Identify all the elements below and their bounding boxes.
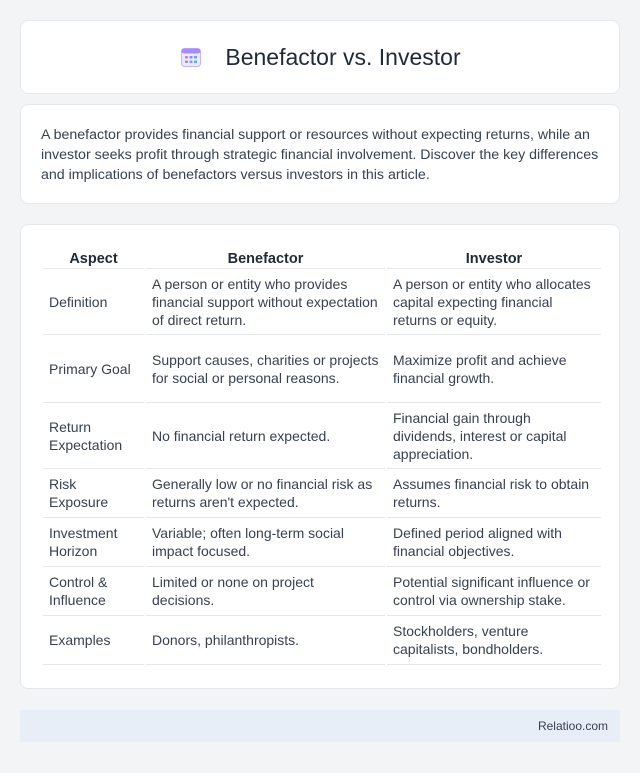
table-row [43, 335, 601, 403]
header-investor: Investor [387, 245, 601, 269]
cell-investor: Financial gain through dividends, interest or capital appreciation. [387, 403, 601, 469]
cell-investor: A person or entity who allocates capital expecting financial returns or equity. [387, 269, 601, 335]
intro-card [20, 104, 620, 204]
table-row [43, 518, 601, 567]
table-card [20, 224, 620, 689]
cell-aspect: Return Expectation [43, 403, 144, 469]
table-row [43, 269, 601, 335]
footer-brand[interactable]: Relatioo.com [537, 719, 608, 733]
cell-benefactor: Donors, philanthropists. [146, 616, 385, 665]
table-row [43, 616, 601, 665]
cell-aspect: Primary Goal [43, 335, 144, 403]
comparison-table [41, 245, 603, 665]
cell-investor: Maximize profit and achieve financial growth. [387, 335, 601, 403]
cell-benefactor: Support causes, charities or projects for social or personal reasons. [146, 335, 385, 403]
footer [20, 710, 620, 742]
table-header-row [43, 245, 601, 269]
title-wrap [179, 44, 460, 71]
cell-benefactor: A person or entity who provides financial support without expectation of direct return. [146, 269, 385, 335]
table-row [43, 403, 601, 469]
cell-investor: Stockholders, venture capitalists, bondholders. [387, 616, 601, 665]
header-benefactor: Benefactor [146, 245, 385, 269]
cell-aspect: Control & Influence [43, 567, 144, 616]
cell-benefactor: Limited or none on project decisions. [146, 567, 385, 616]
cell-investor: Assumes financial risk to obtain returns. [387, 469, 601, 518]
intro-text: A benefactor provides financial support or resources without expecting returns, while an investor seeks profit through strategic financial involvement. Discover the key differences and implications of benefactors versus investors in this article. [41, 127, 599, 183]
table-row [43, 469, 601, 518]
title-card [20, 20, 620, 94]
cell-benefactor: No financial return expected. [146, 403, 385, 469]
header-aspect: Aspect [43, 245, 144, 269]
cell-aspect: Risk Exposure [43, 469, 144, 518]
page-title: Benefactor vs. Investor [225, 43, 461, 70]
calendar-icon [179, 45, 203, 69]
cell-aspect: Definition [43, 269, 144, 335]
cell-benefactor: Generally low or no financial risk as returns aren't expected. [146, 469, 385, 518]
cell-investor: Potential significant influence or control via ownership stake. [387, 567, 601, 616]
cell-aspect: Examples [43, 616, 144, 665]
cell-aspect: Investment Horizon [43, 518, 144, 567]
cell-investor: Defined period aligned with financial objectives. [387, 518, 601, 567]
table-row [43, 567, 601, 616]
cell-benefactor: Variable; often long-term social impact focused. [146, 518, 385, 567]
